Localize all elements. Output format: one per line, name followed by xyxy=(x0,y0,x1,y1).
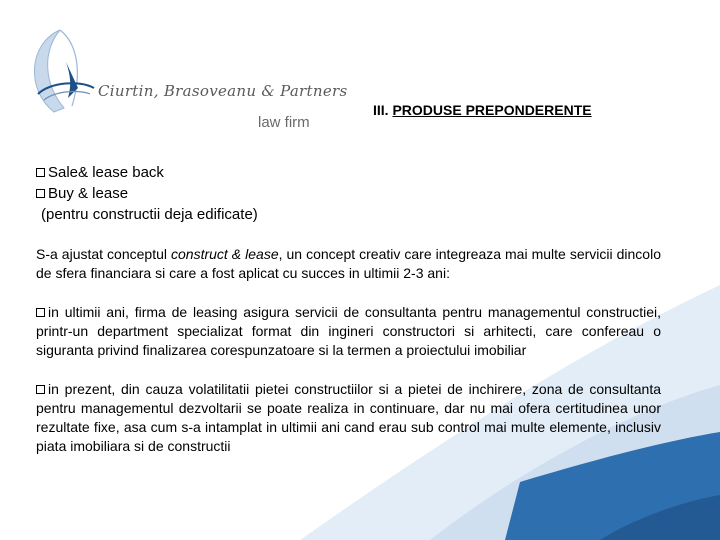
products-note: (pentru constructii deja edificate) xyxy=(41,206,258,223)
checkbox-bullet-icon xyxy=(36,308,45,317)
checkbox-bullet-icon xyxy=(36,189,45,198)
point-paragraph: in ultimii ani, firma de leasing asigura servicii de consultanta pentru managementul constructiei, printr-un department specializat format din ingineri constructori si arhitecti, care confereau o siguranta privind finalizarea corespunzatoare si la termen a proiectului imobiliar xyxy=(36,304,661,358)
section-number: III. xyxy=(373,102,389,118)
logo-subtitle: law firm xyxy=(258,114,310,131)
list-item: Buy & lease xyxy=(36,183,661,204)
main-content xyxy=(36,162,661,456)
product-list xyxy=(36,162,661,225)
logo-firm-name: Ciurtin, Brasoveanu & Partners xyxy=(98,82,348,100)
intro-paragraph: S-a ajustat conceptul construct & lease, un concept creativ care integreaza mai multe servicii dincolo de sfera financiara si care a fost aplicat cu succes in ultimii 2-3 ani: xyxy=(36,246,661,281)
section-title xyxy=(373,102,592,118)
checkbox-bullet-icon xyxy=(36,385,45,394)
company-logo xyxy=(20,22,348,140)
section-title-text: PRODUSE PREPONDERENTE xyxy=(392,102,592,118)
checkbox-bullet-icon xyxy=(36,168,45,177)
emphasis-text: construct & lease xyxy=(171,246,279,262)
point-paragraph: in prezent, din cauza volatilitatii pietei constructiilor si a pietei de inchirere, zona de consultanta pentru managementul dezvoltarii se poate realiza in continuare, dar nu mai ofera certitudinea unor rezultate fixe, asa cum s-a intamplat in ultimii ani cand erau sub control mai multe elemente, inclusiv piata imobiliara si de constructii xyxy=(36,381,661,454)
list-item: Sale& lease back xyxy=(36,162,661,183)
sail-icon xyxy=(20,22,130,132)
